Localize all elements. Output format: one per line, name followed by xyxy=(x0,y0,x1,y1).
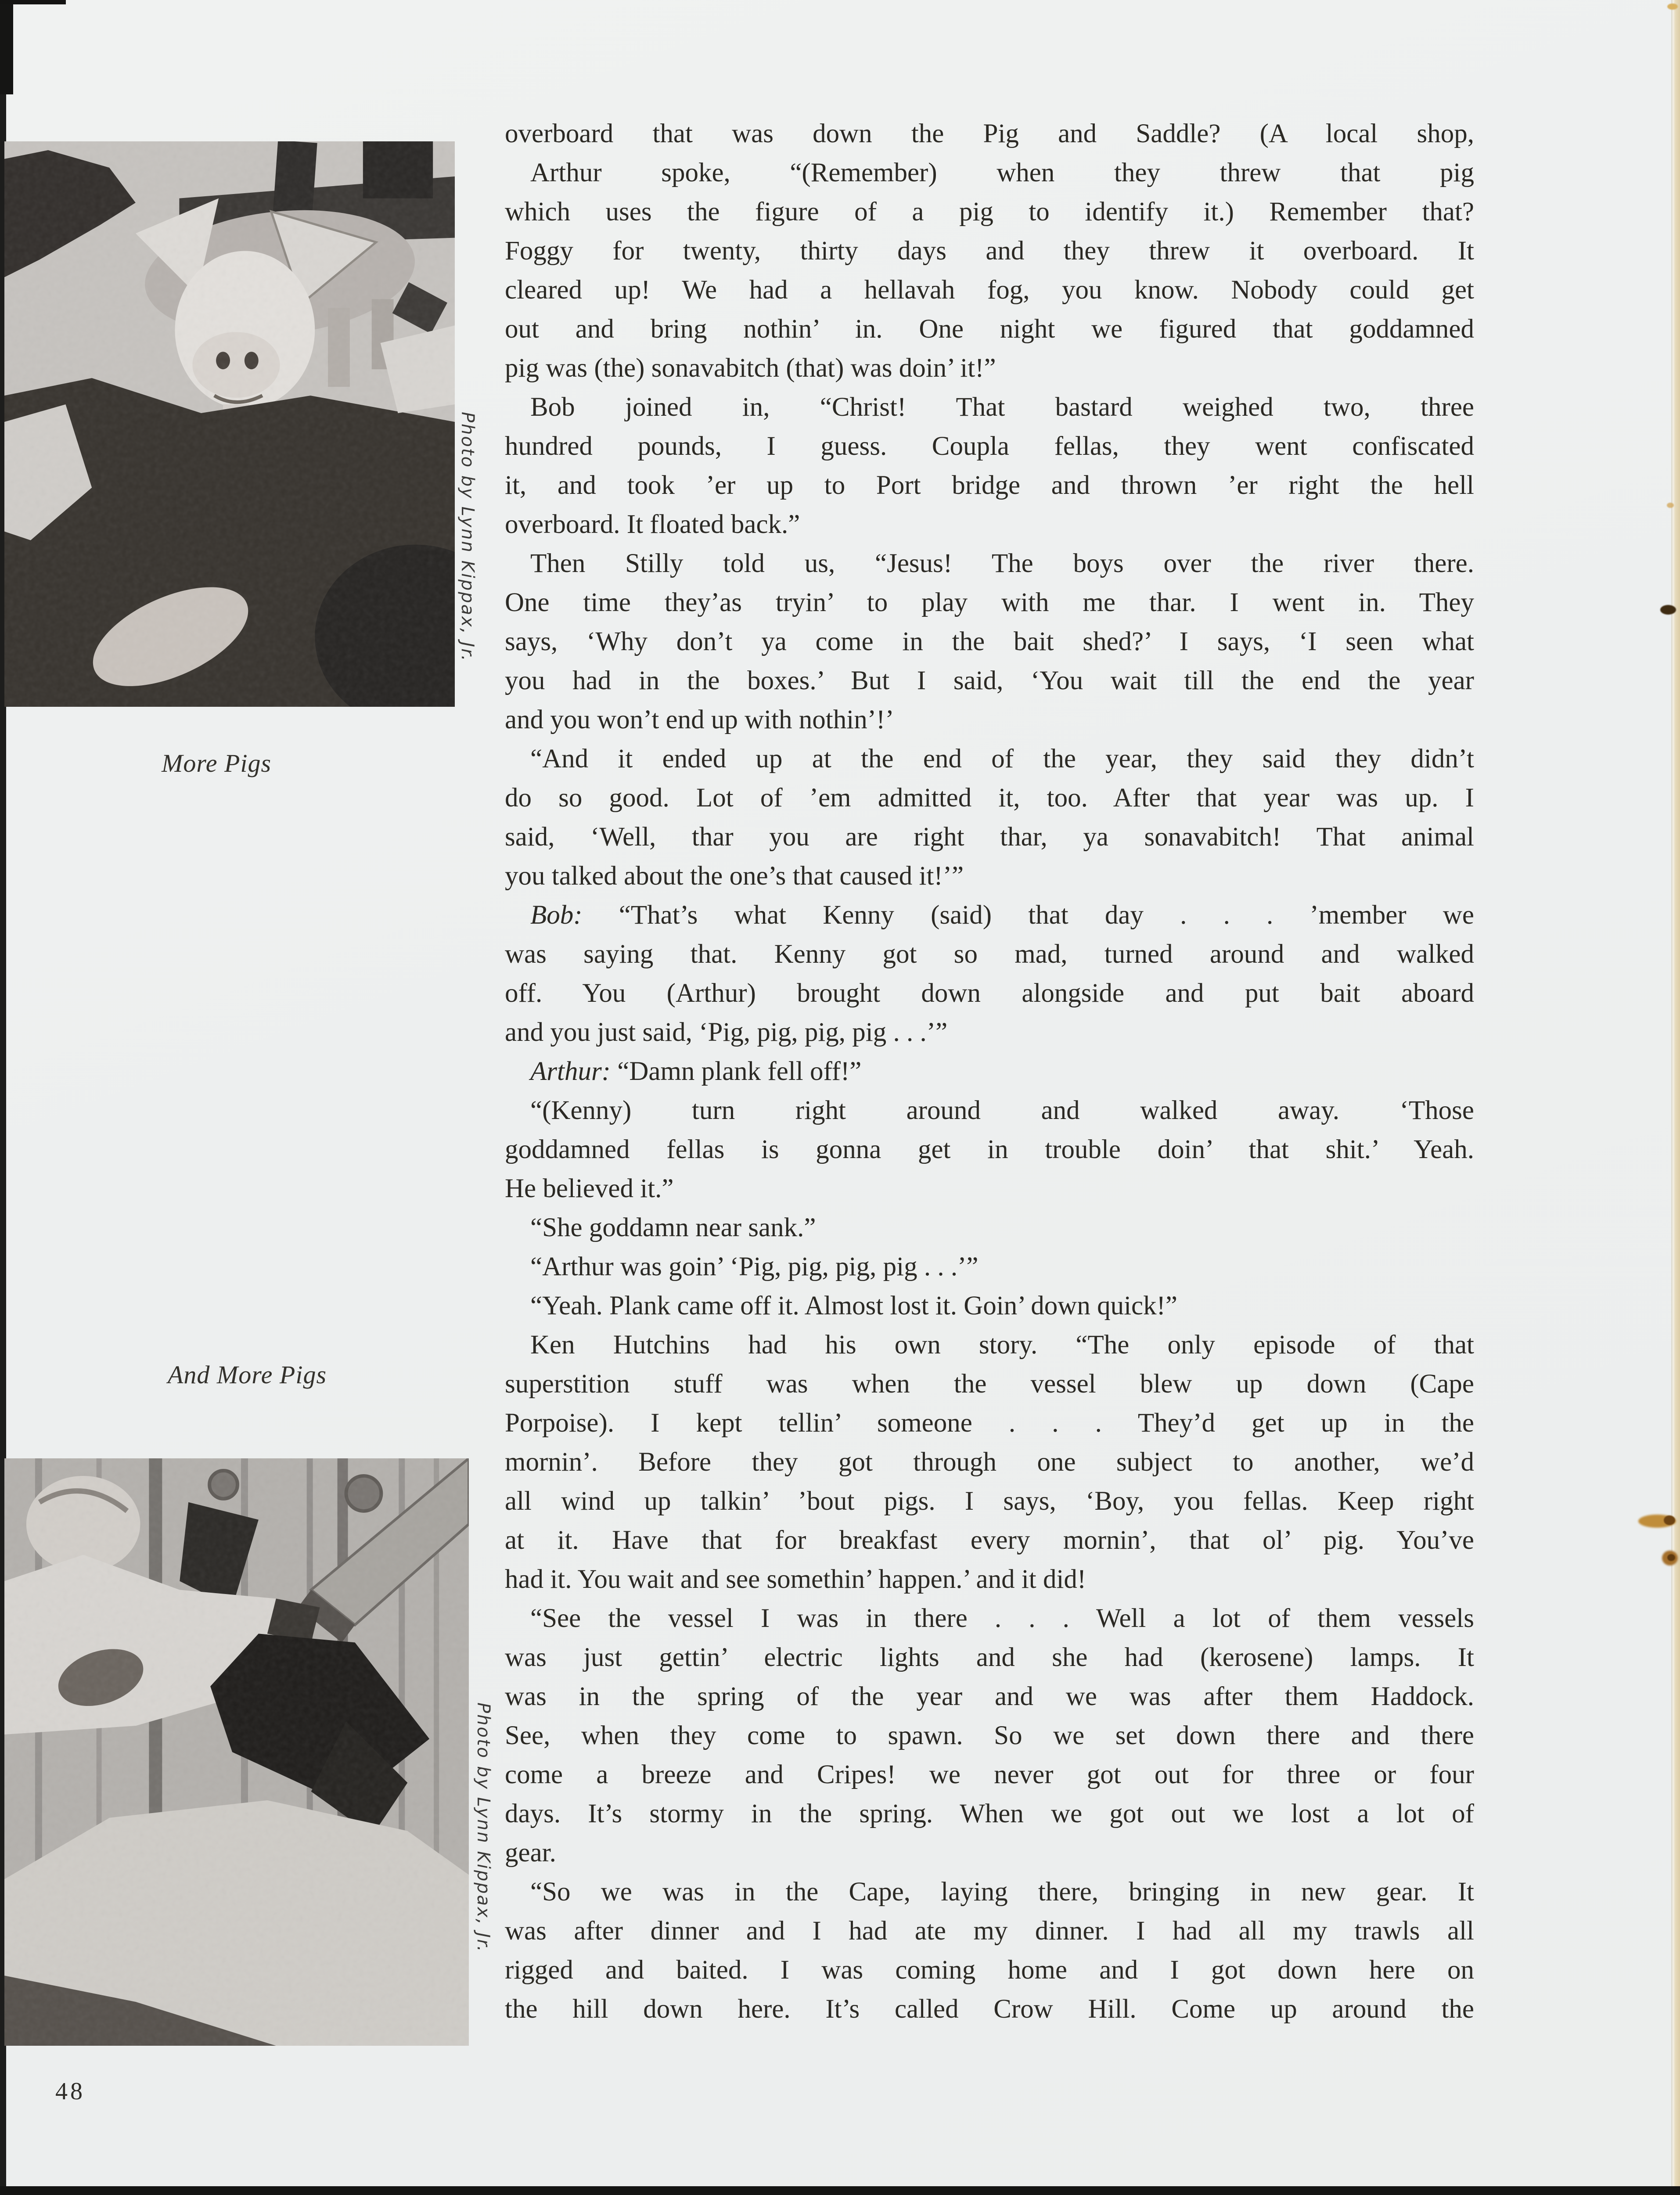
stain-spot xyxy=(1660,605,1676,615)
text-line: days. It’s stormy in the spring. When we got out we lost a lot of xyxy=(505,1799,1474,1828)
page-number: 48 xyxy=(55,2078,85,2105)
text-line: had it. You wait and see somethin’ happen.’ and it did! xyxy=(505,1565,1086,1594)
text-line: Arthur spoke, “(Remember) when they threw that pig xyxy=(530,158,1474,187)
text-line: was saying that. Kenny got so mad, turned around and walked xyxy=(505,939,1474,969)
photo-caption-1: More Pigs xyxy=(162,749,272,777)
photo-caption-2: And More Pigs xyxy=(168,1360,327,1389)
text-line: He believed it.” xyxy=(505,1174,674,1203)
photo-credit-1: Photo by Lynn Kippax, Jr. xyxy=(457,412,478,662)
text-line: “(Kenny) turn right around and walked away. ‘Those xyxy=(530,1096,1474,1125)
text-line: the hill down here. It’s called Crow Hill. Come up around the xyxy=(505,1994,1474,2024)
text-line: and you won’t end up with nothin’!’ xyxy=(505,705,894,734)
text-line: at it. Have that for breakfast every mornin’, that ol’ pig. You’ve xyxy=(505,1526,1474,1555)
text-line: goddamned fellas is gonna get in trouble doin’ that shit.’ Yeah. xyxy=(505,1135,1474,1164)
text-line: Bob: “That’s what Kenny (said) that day . . . ’member we xyxy=(530,900,1474,930)
text-line: Foggy for twenty, thirty days and they threw it overboard. It xyxy=(505,236,1474,266)
text-line: was after dinner and I had ate my dinner. I had all my trawls all xyxy=(505,1916,1474,1946)
text-line: do so good. Lot of ’em admitted it, too. After that year was up. I xyxy=(505,783,1474,813)
scan-edge-bottom xyxy=(0,2186,1680,2195)
text-line: was just gettin’ electric lights and she had (kerosene) lamps. It xyxy=(505,1643,1474,1672)
text-line: and you just said, ‘Pig, pig, pig, pig . . .’” xyxy=(505,1018,948,1047)
text-line: Porpoise). I kept tellin’ someone . . . They’d get up in the xyxy=(505,1408,1474,1438)
text-line: Arthur: “Damn plank fell off!” xyxy=(530,1057,862,1086)
text-line: hundred pounds, I guess. Coupla fellas, they went confiscated xyxy=(505,432,1474,461)
text-line: One time they’as tryin’ to play with me thar. I went in. They xyxy=(505,588,1474,617)
stain-spot xyxy=(1667,503,1674,508)
scan-edge-left-top xyxy=(0,0,13,94)
text-line: pig was (the) sonavabitch (that) was doin’ it!” xyxy=(505,353,996,383)
text-line: “She goddamn near sank.” xyxy=(530,1213,816,1242)
text-line: Then Stilly told us, “Jesus! The boys over the river there. xyxy=(530,549,1474,578)
text-line: Bob joined in, “Christ! That bastard weighed two, three xyxy=(530,392,1474,422)
text-line: you had in the boxes.’ But I said, ‘You wait till the end the year xyxy=(505,666,1474,695)
text-line: says, ‘Why don’t ya come in the bait shed?’ I says, ‘I seen what xyxy=(505,627,1474,656)
text-line: it, and took ’er up to Port bridge and thrown ’er right the hell xyxy=(505,471,1474,500)
text-line: “And it ended up at the end of the year, they said they didn’t xyxy=(530,744,1474,774)
stain-spot xyxy=(1667,1554,1675,1561)
text-line: cleared up! We had a hellavah fog, you know. Nobody could get xyxy=(505,275,1474,305)
text-line: all wind up talkin’ ’bout pigs. I says, ‘Boy, you fellas. Keep right xyxy=(505,1486,1474,1516)
text-line: overboard. It floated back.” xyxy=(505,510,800,539)
text-line: “So we was in the Cape, laying there, bringing in new gear. It xyxy=(530,1877,1474,1907)
text-line: “Arthur was goin’ ‘Pig, pig, pig, pig . . .’” xyxy=(530,1252,979,1281)
text-line: Ken Hutchins had his own story. “The only episode of that xyxy=(530,1330,1474,1360)
scan-edge-top xyxy=(0,0,66,4)
pig-photo-1 xyxy=(4,141,455,707)
text-line: See, when they come to spawn. So we set down there and there xyxy=(505,1721,1474,1750)
text-line: rigged and baited. I was coming home and I got down here on xyxy=(505,1955,1474,1985)
stain-spot xyxy=(1667,4,1678,10)
text-line: you talked about the one’s that caused it!’” xyxy=(505,861,964,891)
stain-spot xyxy=(1664,1515,1675,1525)
text-line: which uses the figure of a pig to identify it.) Remember that? xyxy=(505,197,1474,227)
text-line: out and bring nothin’ in. One night we figured that goddamned xyxy=(505,314,1474,344)
text-line: “Yeah. Plank came off it. Almost lost it. Goin’ down quick!” xyxy=(530,1291,1178,1321)
deckle-edge xyxy=(1673,0,1680,2195)
text-line: mornin’. Before they got through one subject to another, we’d xyxy=(505,1447,1474,1477)
text-line: “See the vessel I was in there . . . Well a lot of them vessels xyxy=(530,1604,1474,1633)
text-line: gear. xyxy=(505,1838,556,1868)
body-text xyxy=(505,114,1474,2029)
pig-photo-2 xyxy=(4,1458,469,2046)
text-line: said, ‘Well, thar you are right thar, ya sonavabitch! That animal xyxy=(505,822,1474,852)
photo-credit-2: Photo by Lynn Kippax, Jr. xyxy=(473,1702,493,1953)
text-line: come a breeze and Cripes! we never got out for three or four xyxy=(505,1760,1474,1789)
text-line: superstition stuff was when the vessel blew up down (Cape xyxy=(505,1369,1474,1399)
text-line: was in the spring of the year and we was after them Haddock. xyxy=(505,1682,1474,1711)
text-line: off. You (Arthur) brought down alongside and put bait aboard xyxy=(505,979,1474,1008)
text-line: overboard that was down the Pig and Saddle? (A local shop, xyxy=(505,119,1474,148)
